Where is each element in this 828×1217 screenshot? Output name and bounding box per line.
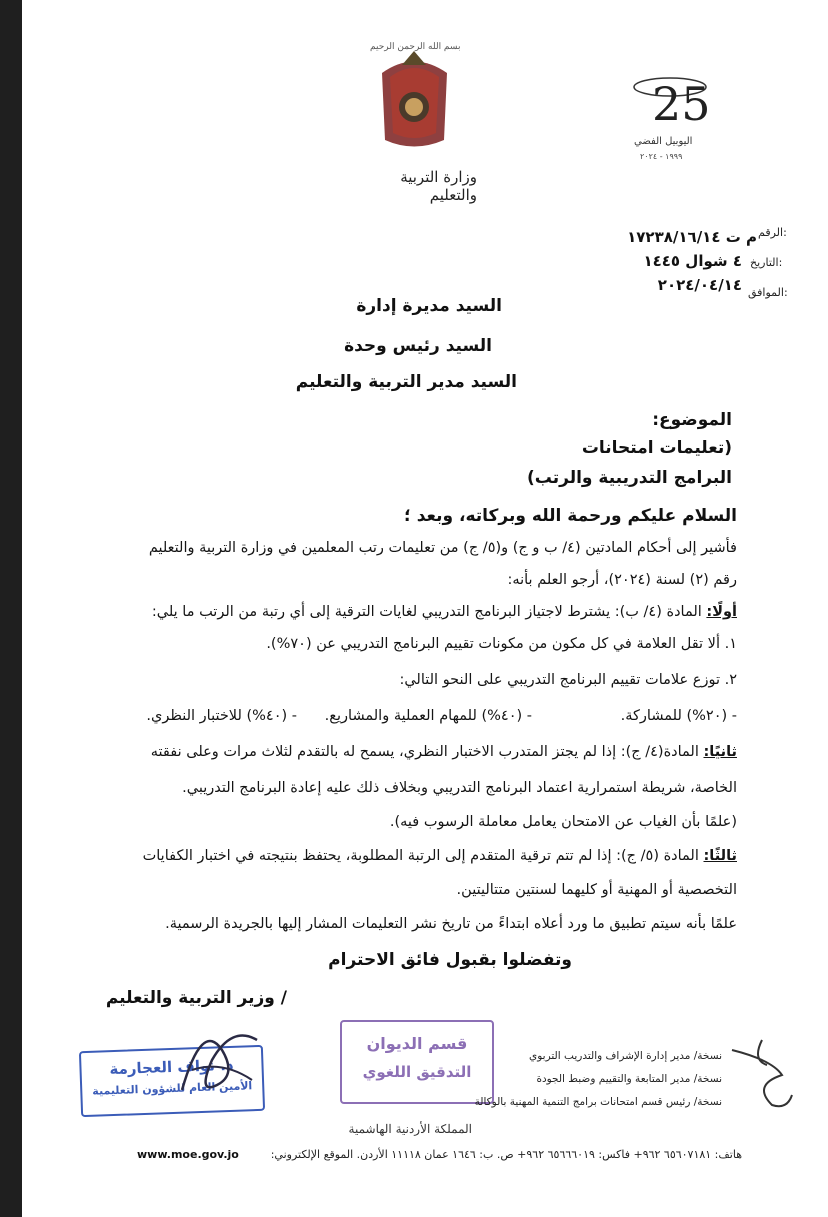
- subject-line-2: البرامج التدريبية والرتب): [527, 468, 732, 488]
- copy-2: نسخة/ مدير المتابعة والتقييم وضبط الجودة: [536, 1073, 722, 1085]
- first-clause: [77, 604, 737, 620]
- ref-value: م ت ١٧٢٣٨/١٦/١٤: [627, 228, 757, 246]
- svg-text:25: 25: [652, 77, 710, 131]
- anniversary-text: اليوبيل الفضي: [634, 136, 693, 147]
- third-label: ثالثًا:: [703, 848, 737, 864]
- anniversary-years: ١٩٩٩ - ٢٠٢٤: [640, 152, 683, 161]
- date-value: ٤ شوال ١٤٤٥: [643, 252, 742, 270]
- equiv-value: ٢٠٢٤/٠٤/١٤: [657, 276, 742, 294]
- addressee-1: السيد مديرة إدارة: [356, 296, 502, 316]
- copy-3: نسخة/ رئيس قسم امتحانات برامج التنمية المهنية بالوكالة: [474, 1096, 722, 1108]
- addressee-3: السيد مدير التربية والتعليم: [295, 372, 517, 392]
- third-clause-line-2: التخصصية أو المهنية أو كليهما لسنتين متتاليتين.: [456, 882, 737, 898]
- second-clause-line-1: [77, 744, 737, 760]
- third-clause-line-1: [77, 848, 737, 864]
- first-item-2: ٢. توزع علامات تقييم البرنامج التدريبي على النحو التالي:: [399, 672, 737, 688]
- registry-line-1: قسم الديوان: [366, 1034, 468, 1053]
- dist-practical: - (٤٠%) للمهام العملية والمشاريع.: [324, 708, 532, 724]
- dist-participation: - (٢٠%) للمشاركة.: [620, 708, 737, 724]
- copy-1: نسخة/ مدير إدارة الإشراف والتدريب التربوي: [529, 1050, 722, 1062]
- subject-line-1: (تعليمات امتحانات: [581, 438, 732, 458]
- first-text: المادة (٤/ ب): يشترط لاجتياز البرنامج التدريبي لغايات الترقية إلى أي رتبة من الرتب ما يلي:: [151, 604, 702, 620]
- footer-contact: هاتف: ٦٥٦٠٧١٨١ ٩٦٢+ فاكس: ٦٥٦٦٦٠١٩ ٩٦٢+ ص. ب: ١٦٤٦ عمان ١١١١٨ الأردن. الموقع الإلكتروني:: [270, 1148, 742, 1161]
- first-label: أولًا:: [706, 604, 737, 620]
- ref-label: الرقم:: [758, 226, 787, 239]
- closing-note: علمًا بأنه سيتم تطبيق ما ورد أعلاه ابتداءً من تاريخ نشر التعليمات المشار إليها بالجريدة الرسمية.: [165, 916, 737, 932]
- second-clause-line-3: (علمًا بأن الغياب عن الامتحان يعامل معاملة الرسوب فيه).: [389, 814, 737, 830]
- stamp-role: الأمين العام للشؤون التعليمية: [92, 1079, 253, 1098]
- minister-title: / وزير التربية والتعليم: [105, 988, 287, 1008]
- addressee-2: السيد رئيس وحدة: [344, 336, 492, 356]
- paragraph-1-line-1: فأشير إلى أحكام المادتين (٤/ ب و ج) و(٥/ ج) من تعليمات رتب المعلمين في وزارة التربية والتعليم: [148, 540, 737, 556]
- equiv-label: الموافق:: [748, 286, 788, 299]
- second-label: ثانيًا:: [703, 744, 737, 760]
- initials-scribble: [722, 1030, 812, 1120]
- second-clause-line-2: الخاصة، شريطة استمرارية اعتماد البرنامج التدريبي وبخلاف ذلك عليه إعادة البرنامج التدريبي.: [182, 780, 737, 796]
- third-text: المادة (٥/ ج): إذا لم تتم ترقية المتقدم إلى الرتبة المطلوبة، يحتفظ بنتيجته في اختبار الكفايات: [142, 848, 699, 864]
- handwritten-signature: [162, 1010, 272, 1110]
- first-item-1: ١. ألا تقل العلامة في كل مكون من مكونات تقييم البرنامج التدريبي عن (٧٠%).: [266, 636, 737, 652]
- registry-stamp: [340, 1020, 494, 1104]
- date-label: التاريخ:: [750, 256, 783, 269]
- ministry-top-line: بسم الله الرحمن الرحيم: [370, 42, 461, 52]
- footer-website-link[interactable]: www.moe.gov.jo: [137, 1148, 239, 1161]
- subject-label: الموضوع:: [652, 410, 732, 430]
- coat-of-arms-emblem: [372, 45, 457, 155]
- paragraph-1-line-2: رقم (٢) لسنة (٢٠٢٤)، أرجو العلم بأنه:: [507, 572, 737, 588]
- dist-theory: - (٤٠%) للاختبار النظري.: [146, 708, 297, 724]
- stamp-name: د. نواف العجارمة: [109, 1055, 234, 1079]
- ministry-name: وزارة التربية والتعليم: [400, 168, 477, 204]
- registry-line-2: التدقيق اللغوي: [362, 1063, 472, 1081]
- kingdom-name: المملكة الأردنية الهاشمية: [348, 1122, 472, 1136]
- regards: وتفضلوا بقبول فائق الاحترام: [328, 950, 572, 970]
- letter-page: [22, 0, 828, 1217]
- second-text: المادة(٤/ ج): إذا لم يجتز المتدرب الاختبار النظري، يسمح له بالتقدم لثلاث مرات وعلى نفقته: [150, 744, 699, 760]
- greeting: السلام عليكم ورحمة الله وبركاته، وبعد ؛: [404, 506, 737, 526]
- anniversary-25-logo: [630, 65, 710, 135]
